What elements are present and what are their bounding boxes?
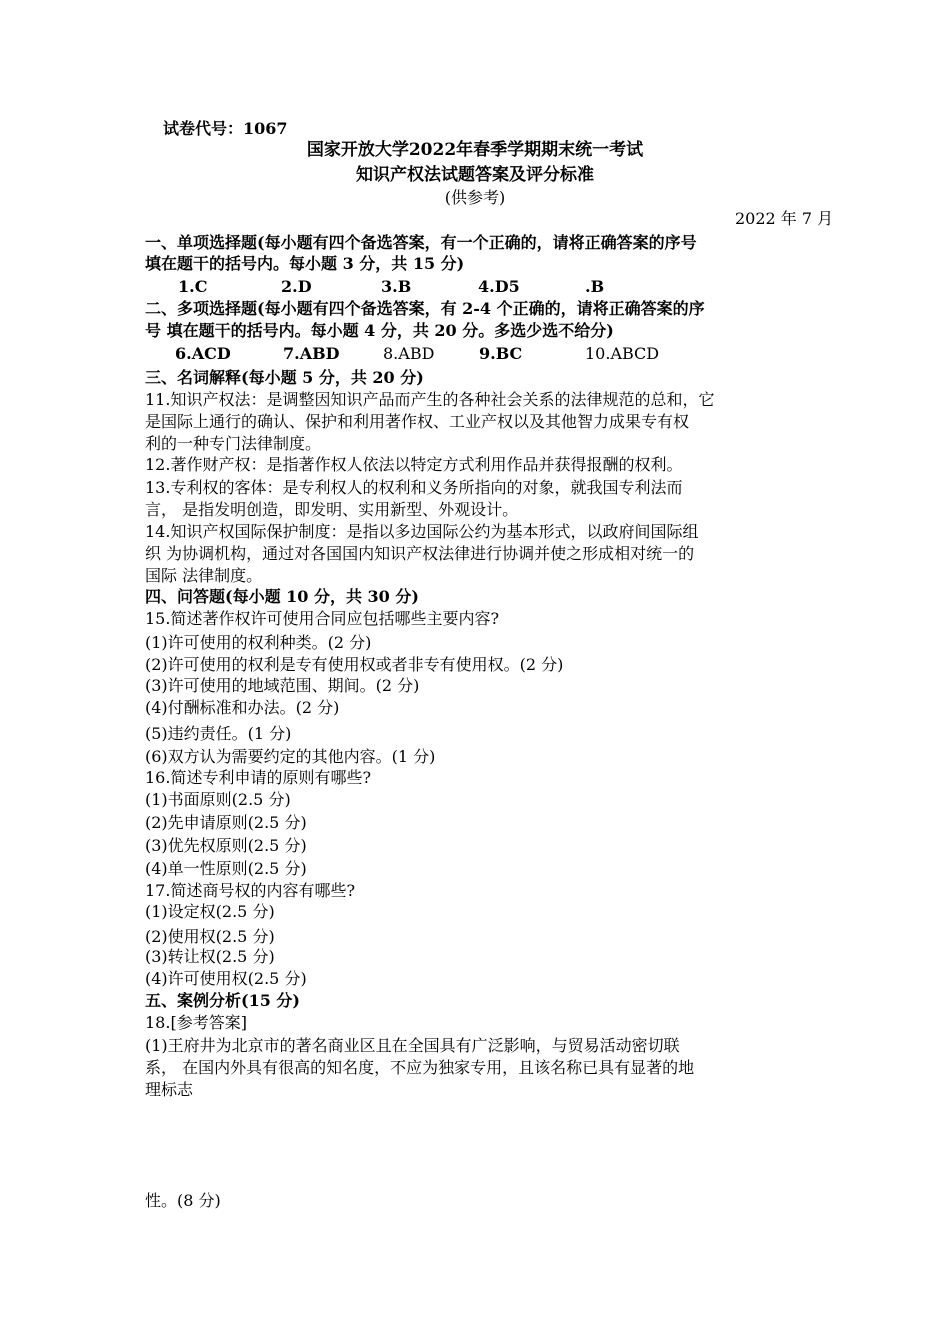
section-2-heading-cont: 号 填在题干的括号内。每小题 4 分，共 20 分。多选少选不给分) bbox=[145, 321, 614, 340]
section-4-heading: 四、问答题(每小题 10 分，共 30 分) bbox=[145, 587, 419, 606]
answer-1: 1.C bbox=[178, 277, 208, 296]
s4-line: (1)许可使用的权利种类。(2 分) bbox=[145, 633, 372, 652]
answer-2: 2.D bbox=[281, 277, 312, 296]
s4-line: (4)单一性原则(2.5 分) bbox=[145, 859, 307, 878]
s5-line: (1)王府井为北京市的著名商业区且在全国具有广泛影响，与贸易活动密切联 bbox=[145, 1036, 680, 1055]
s4-line: (3)转让权(2.5 分) bbox=[145, 947, 275, 966]
s3-line: 国际 法律制度。 bbox=[145, 566, 263, 585]
s3-line: 利的一种专门法律制度。 bbox=[145, 434, 322, 453]
s4-line: (6)双方认为需要约定的其他内容。(1 分) bbox=[145, 747, 436, 766]
s3-line: 言， 是指发明创造，即发明、实用新型、外观设计。 bbox=[145, 500, 519, 519]
s3-line: 11.知识产权法：是调整因知识产品而产生的各种社会关系的法律规范的总和，它 bbox=[145, 390, 715, 409]
s5-tail: 性。(8 分) bbox=[145, 1191, 221, 1210]
s4-line: (2)使用权(2.5 分) bbox=[145, 927, 275, 946]
s3-line: 织 为协调机构，通过对各国国内知识产权法律进行协调并使之形成相对统一的 bbox=[145, 544, 695, 563]
s4-line: 17.简述商号权的内容有哪些? bbox=[145, 881, 356, 900]
answer-3: 3.B bbox=[381, 277, 412, 296]
s4-line: 15.简述著作权许可使用合同应包括哪些主要内容? bbox=[145, 609, 500, 628]
s5-line: 18.[参考答案] bbox=[145, 1013, 247, 1032]
section-5-heading: 五、案例分析(15 分) bbox=[145, 991, 300, 1010]
answer-10: 10.ABCD bbox=[585, 344, 660, 363]
s4-line: (4)付酬标准和办法。(2 分) bbox=[145, 698, 340, 717]
s4-line: (1)设定权(2.5 分) bbox=[145, 902, 275, 921]
s5-line: 理标志 bbox=[145, 1080, 194, 1099]
answer-4-5: 4.D5 bbox=[478, 277, 520, 296]
s4-line: (4)许可使用权(2.5 分) bbox=[145, 969, 307, 988]
answer-7: 7.ABD bbox=[283, 344, 340, 363]
exam-date: 2022 年 7 月 bbox=[735, 209, 834, 228]
s4-line: (2)许可使用的权利是专有使用权或者非专有使用权。(2 分) bbox=[145, 655, 564, 674]
answer-9: 9.BC bbox=[479, 344, 523, 363]
s4-line: 16.简述专利申请的原则有哪些? bbox=[145, 768, 372, 787]
exam-subtitle: 知识产权法试题答案及评分标准 bbox=[356, 165, 594, 185]
section-3-heading: 三、名词解释(每小题 5 分，共 20 分) bbox=[145, 368, 424, 387]
s3-line: 13.专利权的客体：是专利权人的权利和义务所指向的对象，就我国专利法而 bbox=[145, 478, 683, 497]
s4-line: (1)书面原则(2.5 分) bbox=[145, 790, 291, 809]
section-1-heading-cont: 填在题干的括号内。每小题 3 分，共 15 分) bbox=[145, 254, 465, 273]
exam-title: 国家开放大学2022年春季学期期末统一考试 bbox=[306, 140, 644, 160]
s4-line: (3)许可使用的地域范围、期间。(2 分) bbox=[145, 676, 420, 695]
s4-line: (5)违约责任。(1 分) bbox=[145, 724, 292, 743]
s4-line: (2)先申请原则(2.5 分) bbox=[145, 813, 307, 832]
answer-6: 6.ACD bbox=[175, 344, 231, 363]
section-1-heading: 一、单项选择题(每小题有四个备选答案，有一个正确的，请将正确答案的序号 bbox=[145, 233, 697, 252]
s5-line: 系， 在国内外具有很高的知名度，不应为独家专用，且该名称已具有显著的地 bbox=[145, 1058, 695, 1077]
s4-line: (3)优先权原则(2.5 分) bbox=[145, 836, 307, 855]
answer-5-b: .B bbox=[585, 277, 605, 296]
s3-line: 12.著作财产权：是指著作权人依法以特定方式利用作品并获得报酬的权利。 bbox=[145, 455, 683, 474]
s3-line: 14.知识产权国际保护制度：是指以多边国际公约为基本形式，以政府间国际组 bbox=[145, 522, 699, 541]
answer-8: 8.ABD bbox=[383, 344, 435, 363]
reference-note: (供参考) bbox=[444, 188, 506, 207]
exam-code: 试卷代号：1067 bbox=[163, 119, 288, 138]
section-2-heading: 二、多项选择题(每小题有四个备选答案，有 2-4 个正确的，请将正确答案的序 bbox=[145, 299, 705, 318]
s3-line: 是国际上通行的确认、保护和利用著作权、工业产权以及其他智力成果专有权 bbox=[145, 412, 690, 431]
